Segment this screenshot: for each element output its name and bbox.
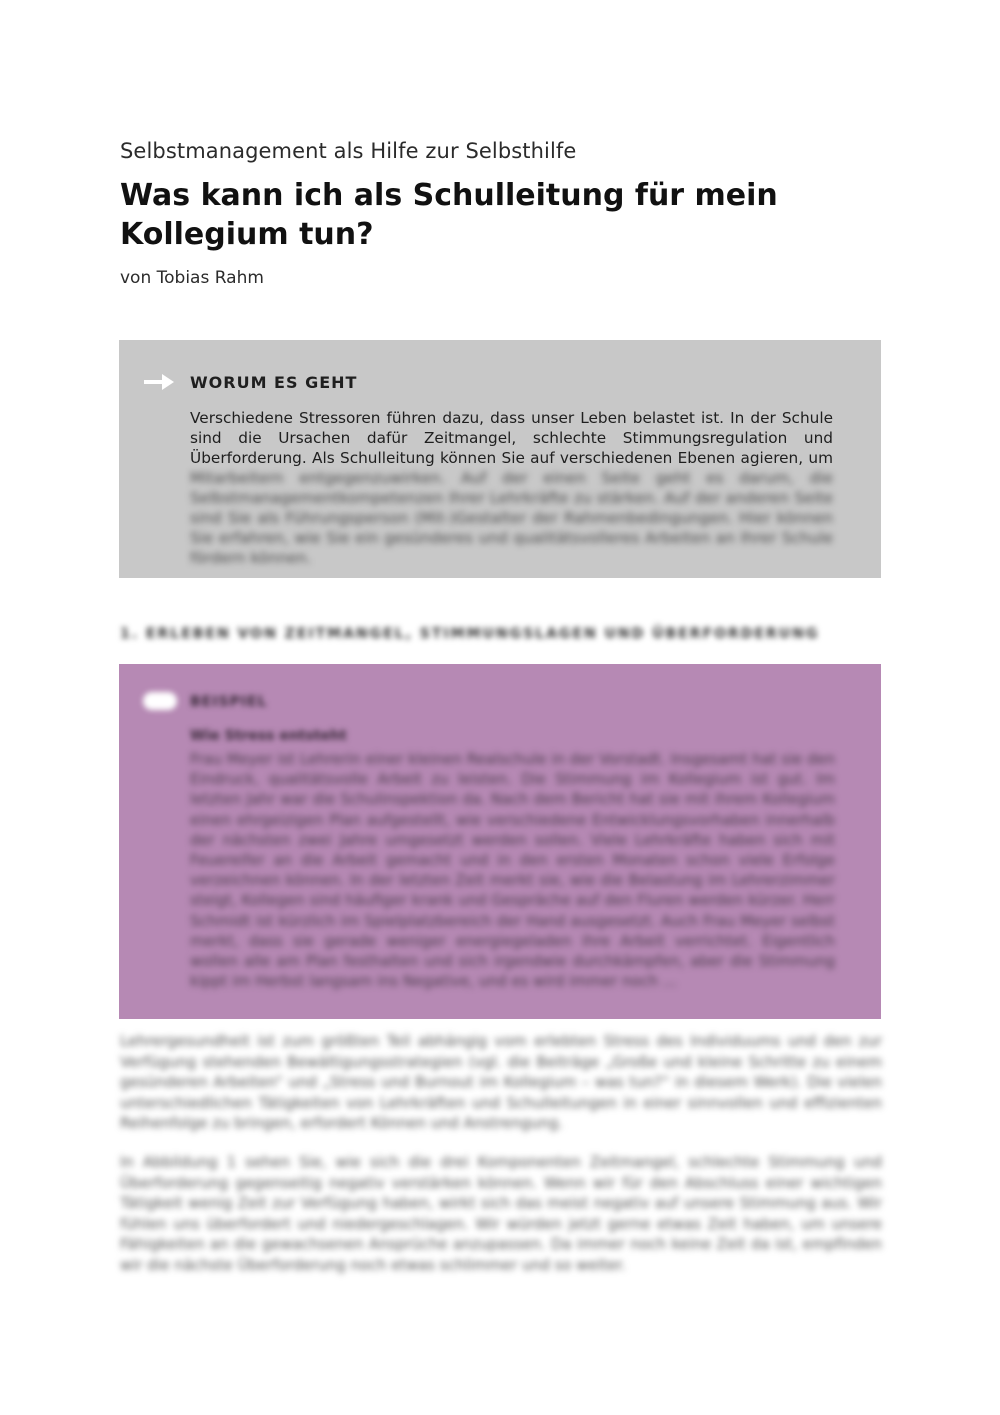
summary-text-visible: Verschiedene Stressoren führen dazu, dass unser Leben belastet ist. In der Schule sind die Ursachen dafür Zeitmangel, schlechte Stimmungsregulation und Überforderung. Als Schulleitung können Sie auf verschiedenen Ebenen agieren, um [190, 409, 833, 467]
summary-heading: WORUM ES GEHT [190, 373, 358, 392]
summary-text-blurred: Mitarbeitern entgegenzuwirken. Auf der einen Seite geht es darum, die Selbstmanagementkompetenzen Ihrer Lehrkräfte zu stärken. Auf der anderen Seite sind Sie als Führungsperson (Mit-)Gestalter der Rahmenbedingungen. Hier können Sie erfahren, wie Sie ein gesünderes und qualitätsvolleres Arbeiten an Ihrer Schule fördern können. [190, 469, 833, 567]
summary-text [190, 408, 833, 568]
example-pill-icon [143, 692, 177, 710]
summary-box [119, 340, 881, 578]
example-heading: BEISPIEL [190, 694, 268, 710]
page-title: Was kann ich als Schulleitung für mein Kollegium tun? [120, 178, 778, 252]
body-paragraph-1: Lehrergesundheit ist zum größten Teil abhängig vom erlebten Stress des Individuums und den zur Verfügung stehenden Bewältigungsstrategien (vgl. die Beiträge „Große und kleine Schritte zu einem gesünderen Arbeiten“ und „Stress und Burnout im Kollegium – was tun?“ in diesem Werk). Die vielen unterschiedlichen Tätigkeiten von Lehrkräften und Schulleitungen in einer sinnvollen und effizienten Reihenfolge zu bringen, erfordert Können und Anstrengung. [120, 1033, 882, 1133]
series-kicker: Selbstmanagement als Hilfe zur Selbsthilfe [120, 139, 577, 163]
example-text: Frau Meyer ist Lehrerin einer kleinen Realschule in der Vorstadt. Insgesamt hat sie den Eindruck, qualitätsvolle Arbeit zu leisten. Die Stimmung im Kollegium ist gut. Im letzten Jahr war die Schulinspektion da. Nach dem Bericht hat sie mit ihrem Kollegium einen ehrgeizigen Plan aufgestellt, wie verschiedene Entwicklungsvorhaben innerhalb der nächsten zwei Jahre umgesetzt werden sollen. Viele Lehrkräfte haben sich mit Feuereifer an die Arbeit gemacht und in den ersten Monaten schon viele Erfolge verzeichnen können. In der letzten Zeit merkt sie, wie die Belastung im Lehrerzimmer steigt, Kollegen sind häufiger krank und Gespräche auf den Fluren werden kürzer. Herr Schmidt ist kürzlich im Spielplatzbereich der Hand ausgesetzt. Auch Frau Meyer selbst merkt, dass sie gerade weniger energiegeladen ihre Arbeit verrichtet. Eigentlich wollen alle am Plan festhalten und sich irgendwie durchkämpfen, aber die Stimmung kippt im Herbst langsam ins Negative, und es wird immer noch ... [190, 751, 835, 991]
example-box [119, 664, 881, 1019]
arrow-right-icon [144, 373, 174, 391]
body-paragraph-2: In Abbildung 1 sehen Sie, wie sich die drei Komponenten Zeitmangel, schlechte Stimmung und Überforderung gegenseitig negativ verstärken können. Wenn wir für den Abschluss einer wichtigen Tätigkeit wenig Zeit zur Verfügung haben, wirkt sich das meist negativ auf unsere Stimmung aus. Wir fühlen uns überfordert und niedergeschlagen. Wir würden jetzt gerne etwas Zeit haben, um unsere Fähigkeiten an die gewachsenen Ansprüche anzupassen. Da immer noch keine Zeit da ist, empfinden wir die nächste Überforderung noch etwas schlimmer und so weiter. [120, 1154, 882, 1274]
section-heading: 1. ERLEBEN VON ZEITMANGEL, STIMMUNGSLAGEN UND ÜBERFORDERUNG [120, 626, 820, 642]
example-subtitle: Wie Stress entsteht [190, 728, 347, 744]
author-line: von Tobias Rahm [120, 268, 264, 288]
